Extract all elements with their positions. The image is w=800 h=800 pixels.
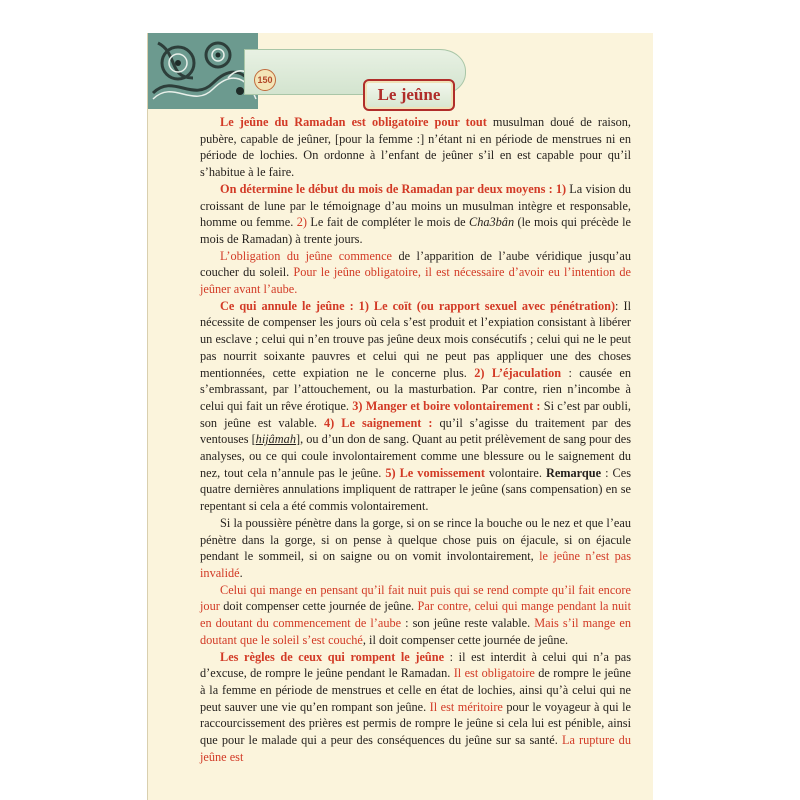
chapter-title-box bbox=[363, 79, 455, 111]
page-number: 150 bbox=[254, 69, 276, 91]
text-segment: (le mois qui précède le mois de Ramadan) à trente jours. bbox=[200, 215, 631, 246]
paragraph bbox=[200, 114, 631, 181]
paragraph bbox=[200, 248, 631, 298]
text-segment: musulman doué de raison, pubère, capable de jeûner, [pour la femme :] n’étant ni en période de menstrues ni en période de lochies. On ordonne à l’enfant de jeûner s’il en est capable pour qu’il s’habitue à le faire. bbox=[200, 115, 632, 180]
book-page bbox=[147, 33, 653, 800]
text-segment: , il doit compenser cette journée de jeûne. bbox=[362, 632, 569, 647]
text-segment: Les règles de ceux qui rompent le jeûne bbox=[220, 649, 445, 664]
arabesque-ornament bbox=[148, 33, 258, 109]
text-segment: de rompre le jeûne à la femme en période de menstrues et celle en état de lochies, ainsi qu’à celui qui ne peut sauver une vie qu’en rompant son jeûne. bbox=[200, 666, 631, 714]
text-segment: 2) L’éjaculation bbox=[474, 365, 562, 380]
text-segment: Le fait de compléter le mois de bbox=[306, 215, 469, 230]
text-segment: Mais s’il mange en doutant que le soleil s’est couché bbox=[200, 616, 631, 647]
text-segment: Ce qui annule le jeûne : 1) Le coït (ou rapport sexuel avec pénétration) bbox=[220, 298, 616, 313]
text-segment: Pour le jeûne obligatoire, il est nécessaire d’avoir eu l’intention de jeûner avant l’aube. bbox=[200, 265, 631, 297]
text-segment: La rupture du jeûne est bbox=[200, 733, 631, 764]
text-segment: le jeûne n’est pas invalidé bbox=[200, 549, 631, 580]
chapter-title: Le jeûne bbox=[377, 85, 441, 104]
paragraph bbox=[200, 515, 631, 582]
text-segment: L’obligation du jeûne commence bbox=[220, 248, 392, 263]
paragraph bbox=[200, 298, 631, 515]
text-segment: La vision du croissant de lune par le témoignage d’au moins un musulman intègre et responsable, homme ou femme. bbox=[200, 181, 631, 230]
text-segment: : il est interdit à celui qui n’a pas d’excuse, de rompre le jeûne pendant le Ramadan. bbox=[200, 649, 632, 681]
text-segment: 5) Le vomissement bbox=[385, 465, 485, 480]
text-segment: On détermine le début du mois de Ramadan par deux moyens : 1) bbox=[220, 181, 567, 196]
text-segment: Le jeûne du Ramadan est obligatoire pour tout bbox=[220, 115, 487, 129]
text-segment: Il est obligatoire bbox=[453, 666, 535, 681]
text-segment: . bbox=[239, 565, 243, 580]
text-segment: de l’apparition de l’aube véridique jusqu’au coucher du soleil. bbox=[200, 248, 631, 280]
body-text bbox=[200, 114, 631, 765]
text-segment: Cha3bân bbox=[469, 215, 515, 230]
text-segment: : son jeûne reste valable. bbox=[401, 616, 535, 631]
paragraph bbox=[200, 649, 631, 766]
text-segment: Si c’est par oubli, son jeûne est valable. bbox=[200, 398, 631, 430]
paragraph bbox=[200, 181, 631, 248]
text-segment: hijâmah bbox=[255, 432, 296, 447]
text-segment: qu’il s’agisse du traitement par des ventouses [ bbox=[200, 415, 631, 447]
text-segment: Si la poussière pénètre dans la gorge, si on se rince la bouche ou le nez et que l’eau pénètre dans la gorge, si on pense à quelque chose puis on éjacule, si on éjacule pendant le sommeil, si on saigne ou on vomit involontairement, bbox=[200, 515, 631, 564]
text-segment: volontaire. bbox=[484, 465, 546, 480]
text-segment: : Ces quatre dernières annulations impliquent de rattraper le jeûne (sans compensation) en se repentant si cela a été commis volontairement. bbox=[200, 465, 632, 514]
text-segment: : causée en s’embrassant, par l’attouchement, ou la masturbation. Par contre, rien n’incombe à celui qui fait un rêve érotique. bbox=[200, 365, 631, 413]
paragraph bbox=[200, 582, 631, 649]
text-segment: doit compenser cette journée de jeûne. bbox=[219, 599, 418, 614]
text-segment: 2) bbox=[296, 215, 307, 230]
text-segment: pour le voyageur à qui le raccourcissement des prières est permis de rompre le jeûne si cela lui est pénible, ainsi que pour le malade qui a peur des conséquences du jeûne sur sa santé. bbox=[200, 699, 631, 748]
text-segment: Il est méritoire bbox=[429, 699, 503, 714]
text-segment: Remarque bbox=[545, 465, 602, 480]
text-segment: 3) Manger et boire volontairement : bbox=[352, 398, 541, 413]
text-segment: : Il nécessite de compenser les jours où cela s’est produit et l’expiation consistant à libérer un esclave ; celui qui n’en trouve pas jeûne deux mois consécutifs ; celui qui ne le peut pas nourrit soixante pauvres et celui qui ne peut pas appliquer une des choses mentionnées, cette expiation ne le concerne plus. bbox=[200, 298, 631, 380]
text-segment: Par contre, celui qui mange pendant la nuit en doutant du commencement de l’aube bbox=[200, 599, 631, 631]
text-segment: Celui qui mange en pensant qu’il fait nuit puis qui se rend compte qu’il fait encore jour bbox=[200, 582, 631, 614]
text-segment: ], ou d’un don de sang. Quant au petit prélèvement de sang pour des analyses, ou ce qui coule involontairement comme une blessure ou le saignement du nez, tout cela n’annule pas le jeûne. bbox=[200, 432, 631, 480]
text-segment: 4) Le saignement : bbox=[324, 415, 433, 430]
